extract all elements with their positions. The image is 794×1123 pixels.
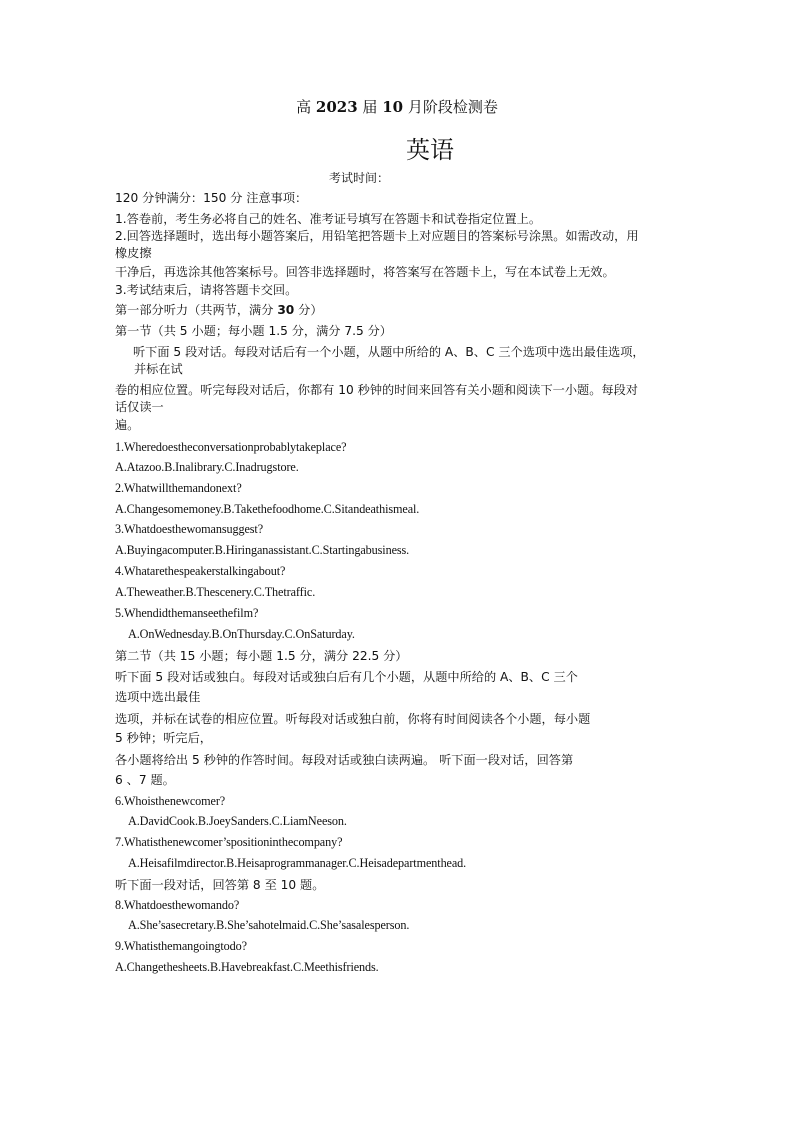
- question-1-options: A.Atazoo.B.Inalibrary.C.Inadrugstore.: [115, 460, 299, 474]
- question-4: 4.Whatarethespeakerstalkingabout?: [115, 564, 286, 578]
- listening-lead-8-10: 听下面一段对话，回答第 8 至 10 题。: [115, 878, 325, 892]
- section2-directions: 各小题将给出 5 秒钟的作答时间。每段对话或独白读两遍。 听下面一段对话，回答第: [115, 753, 574, 767]
- question-4-options: A.Theweather.B.Thescenery.C.Thetraffic.: [115, 585, 316, 599]
- section1-heading: 第一节（共 5 小题；每小题 1.5 分，满分 7.5 分）: [115, 324, 392, 338]
- instruction-line: 3.考试结束后，请将答题卡交回。: [115, 283, 298, 297]
- title-year: 2023: [315, 98, 358, 116]
- title-prefix: 高: [296, 98, 316, 116]
- part1-heading: 第一部分听力（共两节，满分 30 分）: [115, 303, 323, 317]
- section2-heading: 第二节（共 15 小题；每小题 1.5 分，满分 22.5 分）: [115, 649, 408, 663]
- section2-directions: 选项，并标在试卷的相应位置。听每段对话或独白前，你将有时间阅读各个小题，每小题: [115, 712, 591, 726]
- section2-directions: 选项中选出最佳: [115, 690, 201, 704]
- title-suffix: 月阶段检测卷: [403, 98, 498, 116]
- question-8-options: A.She’sasecretary.B.She’sahotelmaid.C.She’sasalesperson.: [128, 918, 410, 932]
- question-3-options: A.Buyingacomputer.B.Hiringanassistant.C.Startingabusiness.: [115, 543, 410, 557]
- instruction-line: 2.回答选择题时，选出每小题答案后，用铅笔把答题卡上对应题目的答案标号涂黑。如需改动，用: [115, 229, 639, 243]
- question-8: 8.Whatdoesthewomando?: [115, 898, 240, 912]
- question-5: 5.Whendidthemanseethefilm?: [115, 606, 259, 620]
- instruction-line: 120 分钟满分：150 分 注意事项：: [115, 191, 308, 205]
- question-9: 9.Whatisthemangoingtodo?: [115, 939, 247, 953]
- title-mid: 届: [357, 98, 383, 116]
- section1-directions: 听下面 5 段对话。每段对话后有一个小题，从题中所给的 A、B、C 三个选项中选出最佳选项，: [133, 345, 645, 359]
- subject-heading: 英语: [406, 136, 454, 164]
- question-1: 1.Wheredoestheconversationprobablytakeplace?: [115, 440, 347, 454]
- question-6: 6.Whoisthenewcomer?: [115, 794, 226, 808]
- instruction-line: 橡皮擦: [115, 246, 152, 260]
- question-7-options: A.Heisafilmdirector.B.Heisaprogrammanager.C.Heisadepartmenthead.: [128, 856, 467, 870]
- instruction-line: 1.答卷前，考生务必将自己的姓名、准考证号填写在答题卡和试卷指定位置上。: [115, 212, 542, 226]
- question-6-options: A.DavidCook.B.JoeySanders.C.LiamNeeson.: [128, 814, 347, 828]
- title-month: 10: [382, 98, 404, 116]
- instruction-line: 干净后，再选涂其他答案标号。回答非选择题时，将答案写在答题卡上，写在本试卷上无效。: [115, 265, 615, 279]
- question-5-options: A.OnWednesday.B.OnThursday.C.OnSaturday.: [128, 627, 355, 641]
- question-7: 7.Whatisthenewcomer’spositioninthecompany?: [115, 835, 343, 849]
- question-2-options: A.Changesomemoney.B.Takethefoodhome.C.Sitandeathismeal.: [115, 502, 420, 516]
- section1-directions: 遍。: [115, 418, 140, 432]
- section2-directions: 5 秒钟；听完后，: [115, 731, 212, 745]
- section1-directions: 卷的相应位置。听完每段对话后，你都有 10 秒钟的时间来回答有关小题和阅读下一小题。每段对: [115, 383, 638, 397]
- section1-directions: 话仅读一: [115, 400, 164, 414]
- question-9-options: A.Changethesheets.B.Havebreakfast.C.Meethisfriends.: [115, 960, 379, 974]
- exam-title: [0, 96, 794, 117]
- exam-time: 考试时间：: [328, 171, 389, 185]
- question-2: 2.Whatwillthemandonext?: [115, 481, 242, 495]
- section1-directions: 并标在试: [134, 362, 183, 376]
- section2-directions: 听下面 5 段对话或独白。每段对话或独白后有几个小题，从题中所给的 A、B、C 三个: [115, 670, 578, 684]
- section2-directions: 6 、7 题。: [115, 773, 175, 787]
- question-3: 3.Whatdoesthewomansuggest?: [115, 522, 264, 536]
